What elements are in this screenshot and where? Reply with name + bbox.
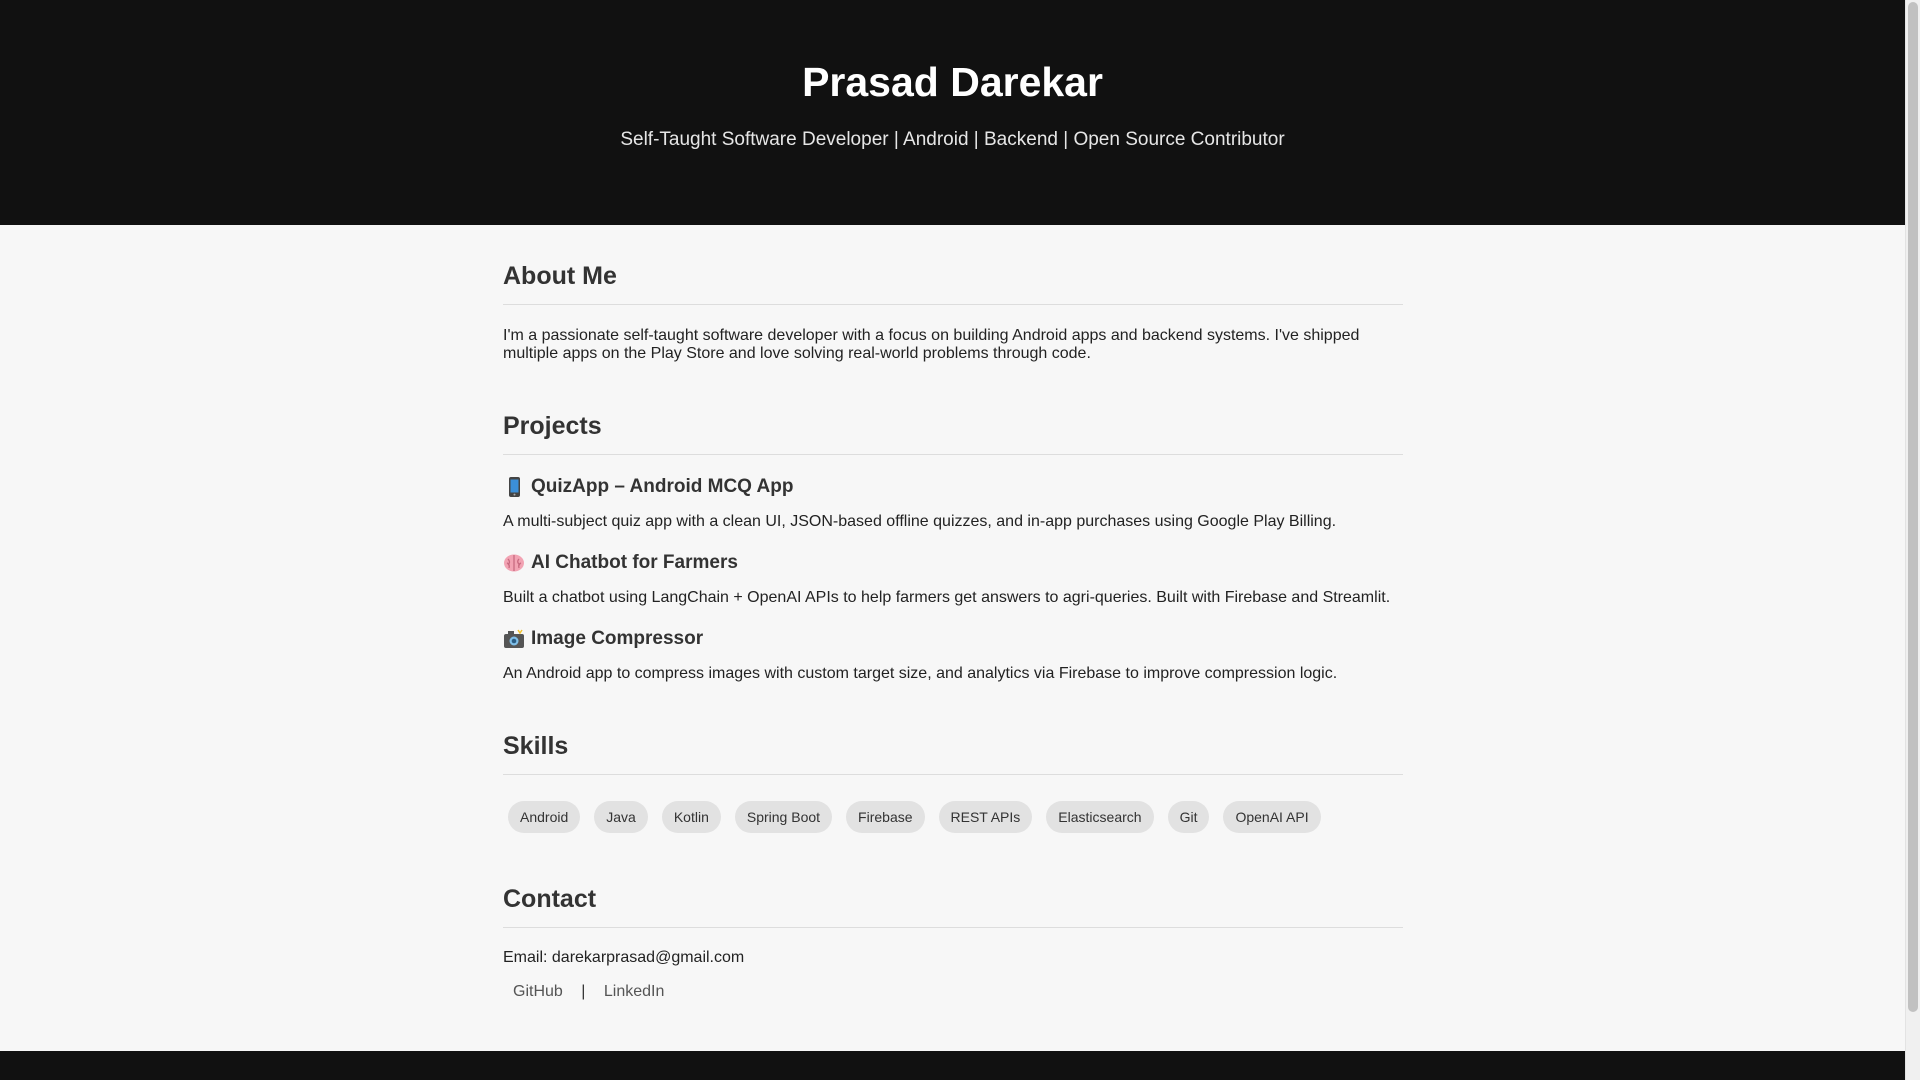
mobile-phone-icon [503,477,525,497]
project-description: Built a chatbot using LangChain + OpenAI APIs to help farmers get answers to agri-queries. Built with Firebase and Streamlit. [503,589,1391,606]
skill-tag: Android [508,801,580,833]
about-section [503,261,1403,363]
about-heading: About Me [503,261,1403,305]
skill-tag: Git [1168,801,1210,833]
project-item [503,627,1403,683]
skill-tag: Kotlin [662,801,721,833]
email-label: Email: [503,949,548,966]
skill-tag: Java [594,801,648,833]
tagline: Self-Taught Software Developer | Android | Backend | Open Source Contributor [620,129,1285,150]
site-footer [0,1051,1905,1080]
projects-heading: Projects [503,411,1403,455]
project-title-text: QuizApp – Android MCQ App [531,476,794,497]
social-links [503,983,1403,1001]
camera-icon [503,629,525,649]
skill-tag: REST APIs [939,801,1033,833]
github-link[interactable]: GitHub [513,983,563,1000]
contact-section [503,884,1403,1001]
skills-heading: Skills [503,731,1403,775]
projects-section [503,411,1403,683]
project-description: An Android app to compress images with custom target size, and analytics via Firebase to improve compression logic. [503,665,1338,682]
project-title-text: Image Compressor [531,628,704,649]
site-header [0,0,1905,225]
link-separator: | [581,983,586,1000]
skills-section [503,731,1403,833]
skills-list [503,801,1403,833]
project-description: A multi-subject quiz app with a clean UI, JSON-based offline quizzes, and in-app purchases using Google Play Billing. [503,513,1337,530]
brain-icon [503,553,525,573]
project-title [503,551,1403,575]
skill-tag: Spring Boot [735,801,832,833]
project-title [503,627,1403,651]
linkedin-link[interactable]: LinkedIn [603,983,665,1000]
scrollbar-thumb[interactable] [1908,2,1918,1012]
about-text: I'm a passionate self-taught software developer with a focus on building Android apps and backend systems. I've shipped multiple apps on the Play Store and love solving real-world problems through code. [503,327,1360,362]
project-title-text: AI Chatbot for Farmers [531,552,738,573]
skill-tag: Elasticsearch [1046,801,1153,833]
page-title: Prasad Darekar [802,59,1103,105]
email-address: darekarprasad@gmail.com [551,949,745,966]
main-content [503,225,1403,1001]
vertical-scrollbar[interactable] [1905,0,1920,1080]
skill-tag: Firebase [846,801,924,833]
project-item [503,475,1403,531]
contact-heading: Contact [503,884,1403,928]
email-line [503,949,1403,967]
project-item [503,551,1403,607]
skill-tag: OpenAI API [1223,801,1320,833]
project-title [503,475,1403,499]
